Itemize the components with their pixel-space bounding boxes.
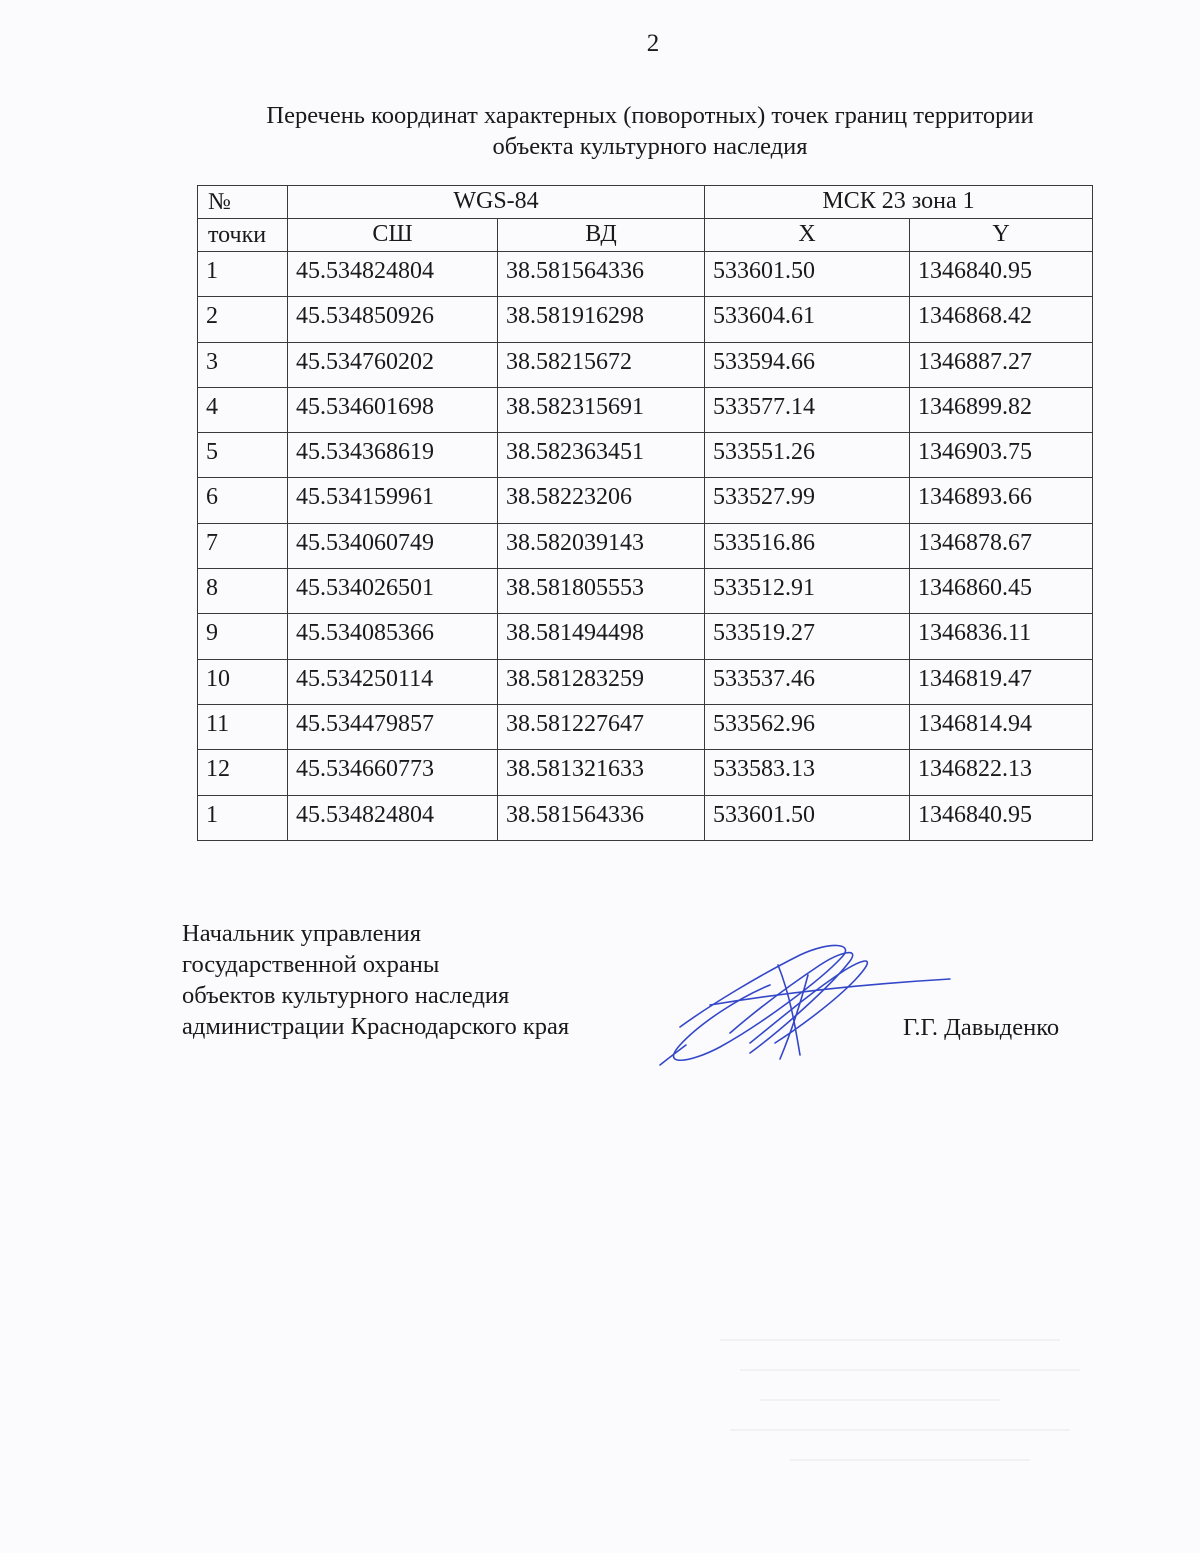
latitude-cell: 45.534159961 <box>288 478 498 523</box>
y-cell: 1346899.82 <box>910 387 1093 432</box>
table-row <box>198 478 1093 523</box>
table-row <box>198 342 1093 387</box>
position-line: администрации Краснодарского края <box>182 1013 570 1040</box>
x-cell: 533527.99 <box>705 478 910 523</box>
y-cell: 1346860.45 <box>910 569 1093 614</box>
header-row-2 <box>198 219 1093 252</box>
header-point-number: № <box>198 186 288 219</box>
longitude-cell: 38.582315691 <box>498 387 705 432</box>
y-cell: 1346903.75 <box>910 433 1093 478</box>
point-number-cell: 5 <box>198 433 288 478</box>
point-number-cell: 6 <box>198 478 288 523</box>
coordinates-table <box>197 185 1093 841</box>
position-line: Начальник управления <box>182 920 421 947</box>
point-number-cell: 7 <box>198 523 288 568</box>
latitude-cell: 45.534601698 <box>288 387 498 432</box>
longitude-cell: 38.58215672 <box>498 342 705 387</box>
table-body <box>198 252 1093 841</box>
y-cell: 1346840.95 <box>910 252 1093 297</box>
point-number-cell: 8 <box>198 569 288 614</box>
header-row-1 <box>198 186 1093 219</box>
latitude-cell: 45.534368619 <box>288 433 498 478</box>
longitude-cell: 38.581805553 <box>498 569 705 614</box>
header-longitude: ВД <box>498 219 705 252</box>
longitude-cell: 38.581916298 <box>498 297 705 342</box>
x-cell: 533583.13 <box>705 750 910 795</box>
longitude-cell: 38.581564336 <box>498 795 705 840</box>
point-number-cell: 1 <box>198 252 288 297</box>
table-row <box>198 750 1093 795</box>
table-row <box>198 569 1093 614</box>
latitude-cell: 45.534085366 <box>288 614 498 659</box>
longitude-cell: 38.581321633 <box>498 750 705 795</box>
x-cell: 533551.26 <box>705 433 910 478</box>
position-line: объектов культурного наследия <box>182 982 510 1009</box>
table-row <box>198 614 1093 659</box>
header-latitude: СШ <box>288 219 498 252</box>
point-number-cell: 9 <box>198 614 288 659</box>
table-row <box>198 387 1093 432</box>
signatory-position <box>182 918 569 1042</box>
longitude-cell: 38.581564336 <box>498 252 705 297</box>
x-cell: 533512.91 <box>705 569 910 614</box>
y-cell: 1346836.11 <box>910 614 1093 659</box>
x-cell: 533601.50 <box>705 252 910 297</box>
table-row <box>198 795 1093 840</box>
title-line-2: объекта культурного наследия <box>492 133 808 160</box>
title-line-1: Перечень координат характерных (поворотных) точек границ территории <box>266 102 1034 129</box>
y-cell: 1346878.67 <box>910 523 1093 568</box>
y-cell: 1346814.94 <box>910 704 1093 749</box>
document-title <box>190 100 1110 162</box>
point-number-cell: 10 <box>198 659 288 704</box>
latitude-cell: 45.534060749 <box>288 523 498 568</box>
latitude-cell: 45.534760202 <box>288 342 498 387</box>
point-number-cell: 2 <box>198 297 288 342</box>
point-number-cell: 12 <box>198 750 288 795</box>
bleed-through-shadow <box>700 1320 1100 1500</box>
x-cell: 533516.86 <box>705 523 910 568</box>
longitude-cell: 38.581283259 <box>498 659 705 704</box>
header-y: Y <box>910 219 1093 252</box>
latitude-cell: 45.534824804 <box>288 252 498 297</box>
header-x: X <box>705 219 910 252</box>
table-row <box>198 297 1093 342</box>
y-cell: 1346819.47 <box>910 659 1093 704</box>
latitude-cell: 45.534850926 <box>288 297 498 342</box>
x-cell: 533594.66 <box>705 342 910 387</box>
page-number: 2 <box>646 30 660 57</box>
table-row <box>198 433 1093 478</box>
signatory-name: Г.Г. Давыденко <box>903 1014 1060 1041</box>
y-cell: 1346840.95 <box>910 795 1093 840</box>
position-line: государственной охраны <box>182 951 440 978</box>
latitude-cell: 45.534824804 <box>288 795 498 840</box>
longitude-cell: 38.582363451 <box>498 433 705 478</box>
table-row <box>198 659 1093 704</box>
y-cell: 1346868.42 <box>910 297 1093 342</box>
latitude-cell: 45.534026501 <box>288 569 498 614</box>
x-cell: 533537.46 <box>705 659 910 704</box>
longitude-cell: 38.58223206 <box>498 478 705 523</box>
latitude-cell: 45.534250114 <box>288 659 498 704</box>
y-cell: 1346887.27 <box>910 342 1093 387</box>
y-cell: 1346822.13 <box>910 750 1093 795</box>
latitude-cell: 45.534660773 <box>288 750 498 795</box>
point-number-cell: 11 <box>198 704 288 749</box>
header-point-label: точки <box>198 219 288 252</box>
table-row <box>198 704 1093 749</box>
table-row <box>198 252 1093 297</box>
latitude-cell: 45.534479857 <box>288 704 498 749</box>
y-cell: 1346893.66 <box>910 478 1093 523</box>
point-number-cell: 3 <box>198 342 288 387</box>
x-cell: 533562.96 <box>705 704 910 749</box>
longitude-cell: 38.581227647 <box>498 704 705 749</box>
x-cell: 533519.27 <box>705 614 910 659</box>
longitude-cell: 38.582039143 <box>498 523 705 568</box>
table-header <box>198 186 1093 252</box>
x-cell: 533577.14 <box>705 387 910 432</box>
point-number-cell: 1 <box>198 795 288 840</box>
header-wgs84: WGS-84 <box>288 186 705 219</box>
x-cell: 533601.50 <box>705 795 910 840</box>
x-cell: 533604.61 <box>705 297 910 342</box>
point-number-cell: 4 <box>198 387 288 432</box>
header-msk23: МСК 23 зона 1 <box>705 186 1093 219</box>
table-row <box>198 523 1093 568</box>
longitude-cell: 38.581494498 <box>498 614 705 659</box>
handwritten-signature <box>650 935 960 1075</box>
